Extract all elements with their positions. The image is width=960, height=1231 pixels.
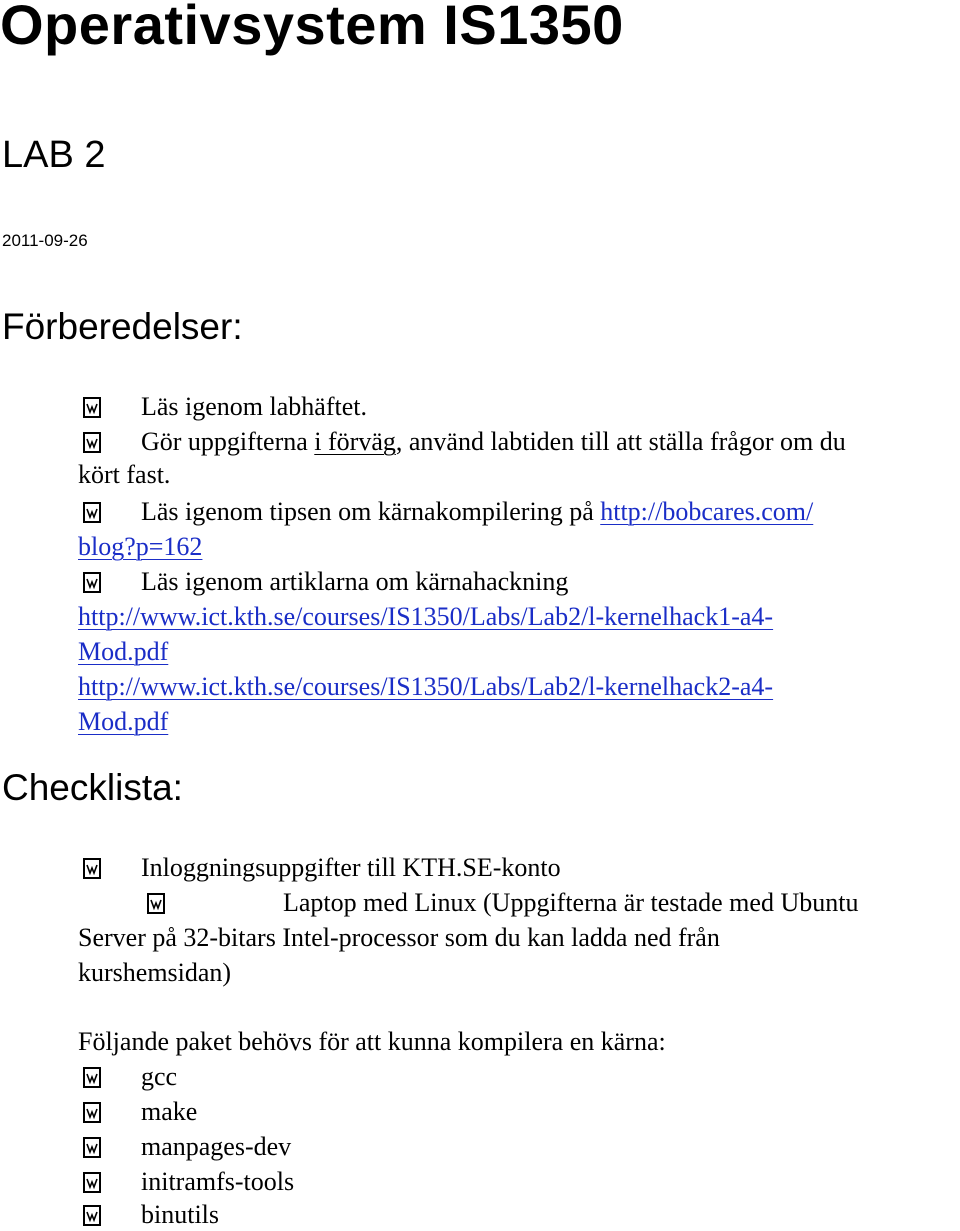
prep-item-do-tasks [141,426,846,458]
prep-item-in-advance: i förväg [314,427,396,456]
preparations-heading: Förberedelser: [2,306,243,347]
prep-item-do-tasks-continued: kört fast. [78,460,171,489]
checklist-item-laptop-continued-2: kurshemsidan) [78,958,232,987]
document-title: Operativsystem IS1350 [0,0,624,56]
prep-item-do-tasks-text: Gör uppgifterna [141,427,315,456]
checkbox-icon [83,858,101,879]
prep-item-read-handbook: Läs igenom labhäftet. [141,392,367,421]
checkbox-icon [83,432,101,453]
checkbox-icon [83,572,101,593]
lab-label: LAB 2 [2,134,106,176]
checkbox-icon [83,502,101,523]
prep-item-do-tasks-rest: , använd labtiden till att ställa frågor om du [395,427,846,456]
bobcares-link[interactable]: http://bobcares.com/ [600,497,814,526]
checkbox-icon [83,1137,101,1158]
bobcares-link-continued[interactable]: blog?p=162 [78,532,203,561]
checkbox-icon [83,1067,101,1088]
checklist-item-laptop: Laptop med Linux (Uppgifterna är testade med Ubuntu [283,888,859,917]
package-item: initramfs-tools [141,1167,295,1196]
checkbox-icon [83,397,101,418]
kernelhack1-link-continued[interactable]: Mod.pdf [78,637,169,666]
checkbox-icon [83,1205,101,1226]
document-date: 2011-09-26 [2,231,88,250]
package-item: manpages-dev [141,1132,292,1161]
kernelhack2-link-continued[interactable]: Mod.pdf [78,707,169,736]
prep-item-kernel-hacking: Läs igenom artiklarna om kärnahackning [141,567,569,596]
packages-intro: Följande paket behövs för att kunna kompilera en kärna: [78,1027,666,1056]
checkbox-icon [147,893,165,914]
kernelhack2-link[interactable]: http://www.ict.kth.se/courses/IS1350/Labs/Lab2/l-kernelhack2-a4- [78,672,774,701]
prep-item-kernel-tips [141,496,813,528]
checklist-item-login: Inloggningsuppgifter till KTH.SE-konto [141,853,561,882]
kernelhack1-link[interactable]: http://www.ict.kth.se/courses/IS1350/Labs/Lab2/l-kernelhack1-a4- [78,602,774,631]
checkbox-icon [83,1102,101,1123]
package-item: binutils [141,1200,220,1229]
checklist-heading: Checklista: [2,767,183,808]
package-item: gcc [141,1062,178,1091]
checklist-item-laptop-continued-1: Server på 32-bitars Intel-processor som du kan ladda ned från [78,923,720,952]
prep-item-kernel-tips-text: Läs igenom tipsen om kärnakompilering på [141,497,601,526]
checkbox-icon [83,1172,101,1193]
package-item: make [141,1097,198,1126]
